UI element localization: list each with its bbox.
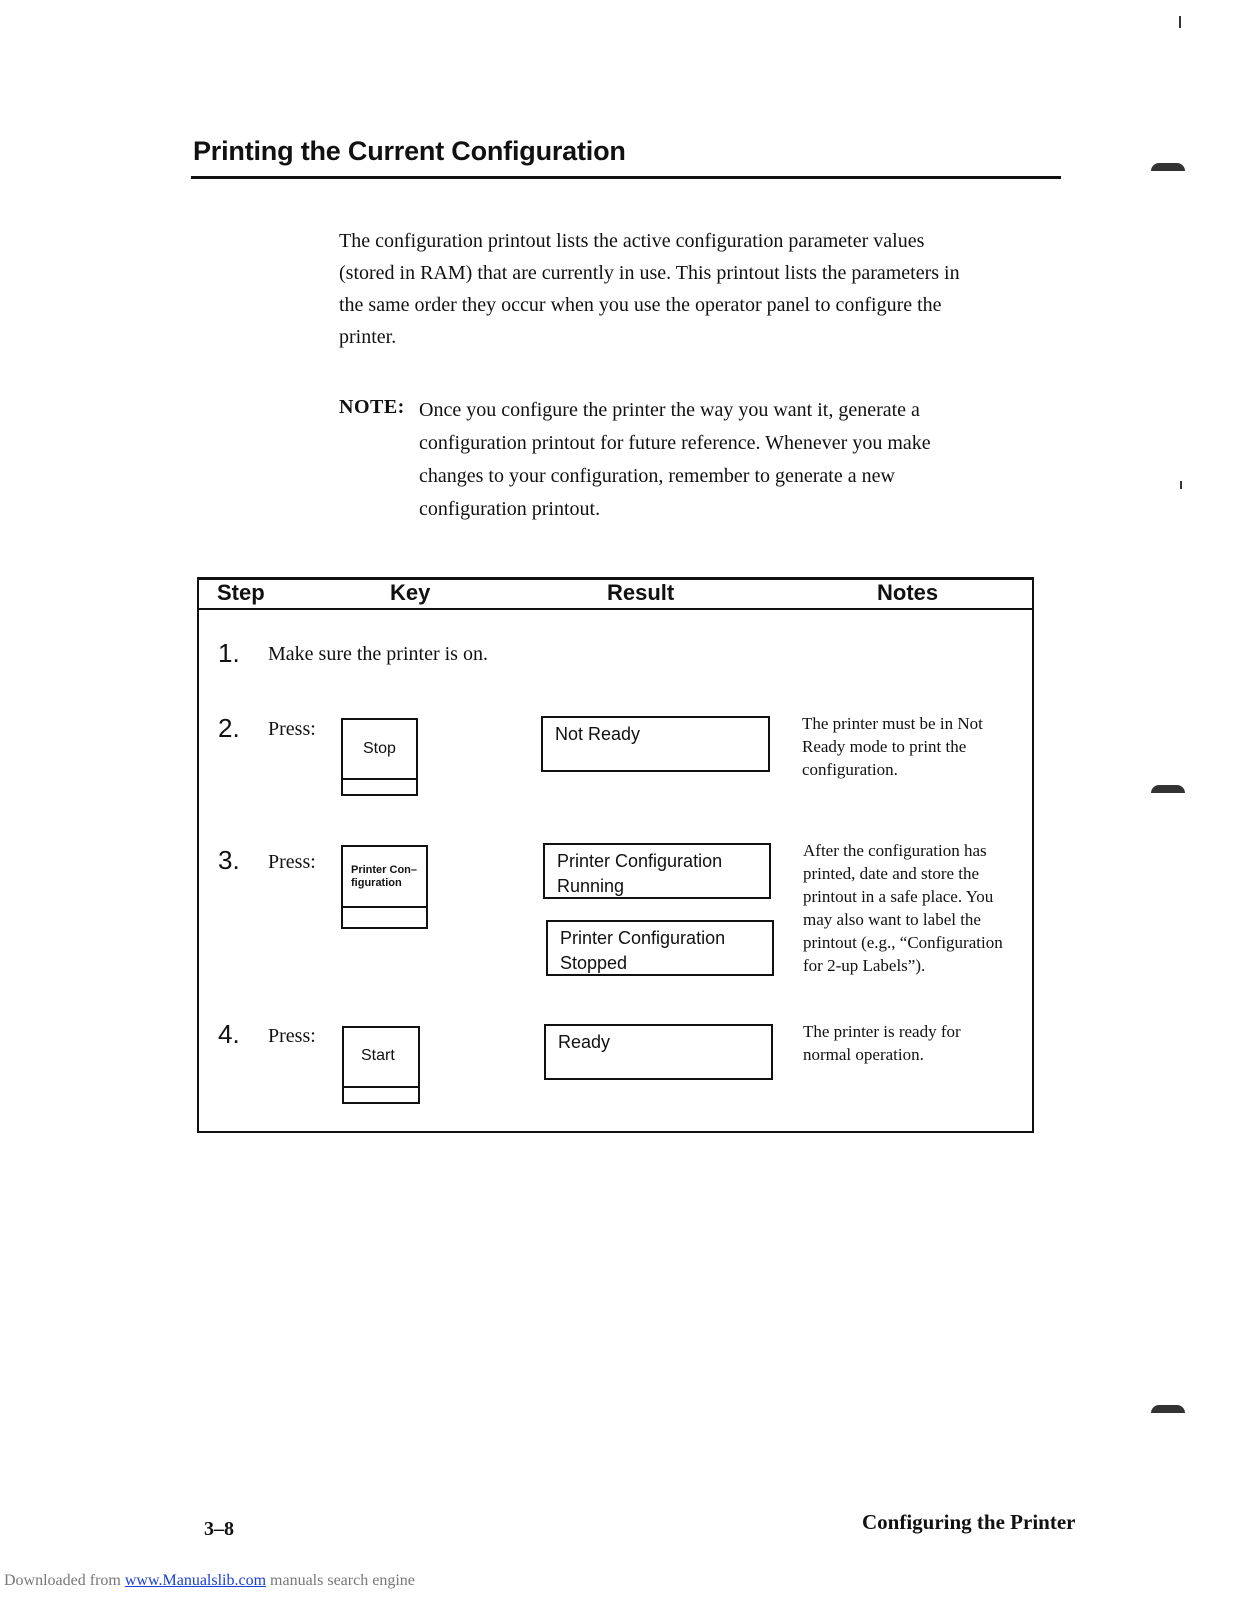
- intro-line: the same order they occur when you use the operator panel to configure the: [339, 294, 942, 316]
- chapter-title: Configuring the Printer: [862, 1510, 1076, 1534]
- notes-line: for 2-up Labels”).: [803, 956, 926, 975]
- header-step: Step: [217, 580, 265, 605]
- download-line: [4, 1572, 415, 1590]
- press-label: Press:: [268, 1025, 316, 1047]
- margin-speck: [1180, 481, 1182, 489]
- key-bar: [343, 906, 426, 927]
- key-label: Stop: [363, 740, 396, 757]
- title-rule: [191, 176, 1061, 179]
- step-text: Make sure the printer is on.: [268, 643, 488, 665]
- download-suffix: manuals search engine: [266, 1572, 415, 1589]
- stop-key-icon: [341, 718, 418, 796]
- key-bar: [343, 778, 416, 794]
- header-notes: Notes: [877, 580, 939, 605]
- notes-line: After the configuration has: [803, 841, 987, 860]
- lcd-line: Ready: [558, 1032, 611, 1052]
- header-result: Result: [607, 580, 675, 605]
- press-label: Press:: [268, 718, 316, 740]
- step-number: 4.: [218, 1019, 240, 1049]
- notes-line: may also want to label the: [803, 910, 981, 929]
- lcd-line: Running: [557, 876, 625, 896]
- manualslib-link[interactable]: www.Manualslib.com: [124, 1572, 267, 1589]
- intro-line: (stored in RAM) that are currently in use. This printout lists the parameters in: [339, 262, 960, 284]
- key-label: Start: [361, 1047, 395, 1064]
- notes-line: printout (e.g., “Configuration: [803, 933, 1003, 952]
- lcd-line: Printer Configuration: [557, 851, 723, 871]
- intro-line: printer.: [339, 326, 397, 348]
- lcd-display: [541, 716, 770, 772]
- page-number: 3–8: [204, 1518, 234, 1540]
- note-line: changes to your configuration, remember to generate a new: [419, 465, 895, 487]
- note-line: Once you configure the printer the way you want it, generate a: [419, 399, 920, 421]
- step-number: 3.: [218, 845, 240, 875]
- step-notes: [802, 712, 1024, 781]
- notes-line: The printer must be in Not: [802, 714, 983, 733]
- notes-line: Ready mode to print the: [802, 737, 967, 756]
- notes-line: printout in a safe place. You: [803, 887, 994, 906]
- intro-paragraph: [339, 225, 1039, 353]
- intro-line: The configuration printout lists the active configuration parameter values: [339, 230, 925, 252]
- download-prefix: Downloaded from: [4, 1572, 125, 1589]
- printer-configuration-key-icon: [341, 845, 428, 929]
- table-header-rule: [197, 608, 1034, 610]
- start-key-icon: [342, 1026, 420, 1104]
- step-number: 1.: [218, 638, 240, 668]
- step-number: 2.: [218, 713, 240, 743]
- notes-line: The printer is ready for: [803, 1022, 961, 1041]
- page-title: Printing the Current Configuration: [193, 136, 626, 166]
- lcd-line: Printer Configuration: [560, 928, 726, 948]
- lcd-display: [546, 920, 774, 976]
- lcd-line: Stopped: [560, 953, 628, 973]
- notes-line: configuration.: [802, 760, 898, 779]
- margin-speck: [1179, 16, 1181, 28]
- note-line: configuration printout.: [419, 498, 601, 520]
- lcd-display: [543, 843, 771, 899]
- lcd-display: [544, 1024, 773, 1080]
- note-line: configuration printout for future reference. Whenever you make: [419, 432, 931, 454]
- note-text: [419, 394, 1019, 526]
- step-notes: [803, 1020, 1025, 1066]
- note-label: NOTE:: [339, 396, 405, 418]
- margin-tab-mark: [1151, 1405, 1185, 1413]
- press-label: Press:: [268, 851, 316, 873]
- margin-tab-mark: [1151, 163, 1185, 171]
- key-label: [351, 864, 417, 890]
- header-key: Key: [390, 580, 431, 605]
- margin-tab-mark: [1151, 785, 1185, 793]
- notes-line: normal operation.: [803, 1045, 924, 1064]
- key-label-line: Printer Con–: [351, 864, 418, 876]
- step-notes: [803, 839, 1025, 977]
- notes-line: printed, date and store the: [803, 864, 980, 883]
- key-label-line: figuration: [351, 877, 402, 889]
- key-bar: [344, 1086, 418, 1102]
- lcd-line: Not Ready: [555, 724, 641, 744]
